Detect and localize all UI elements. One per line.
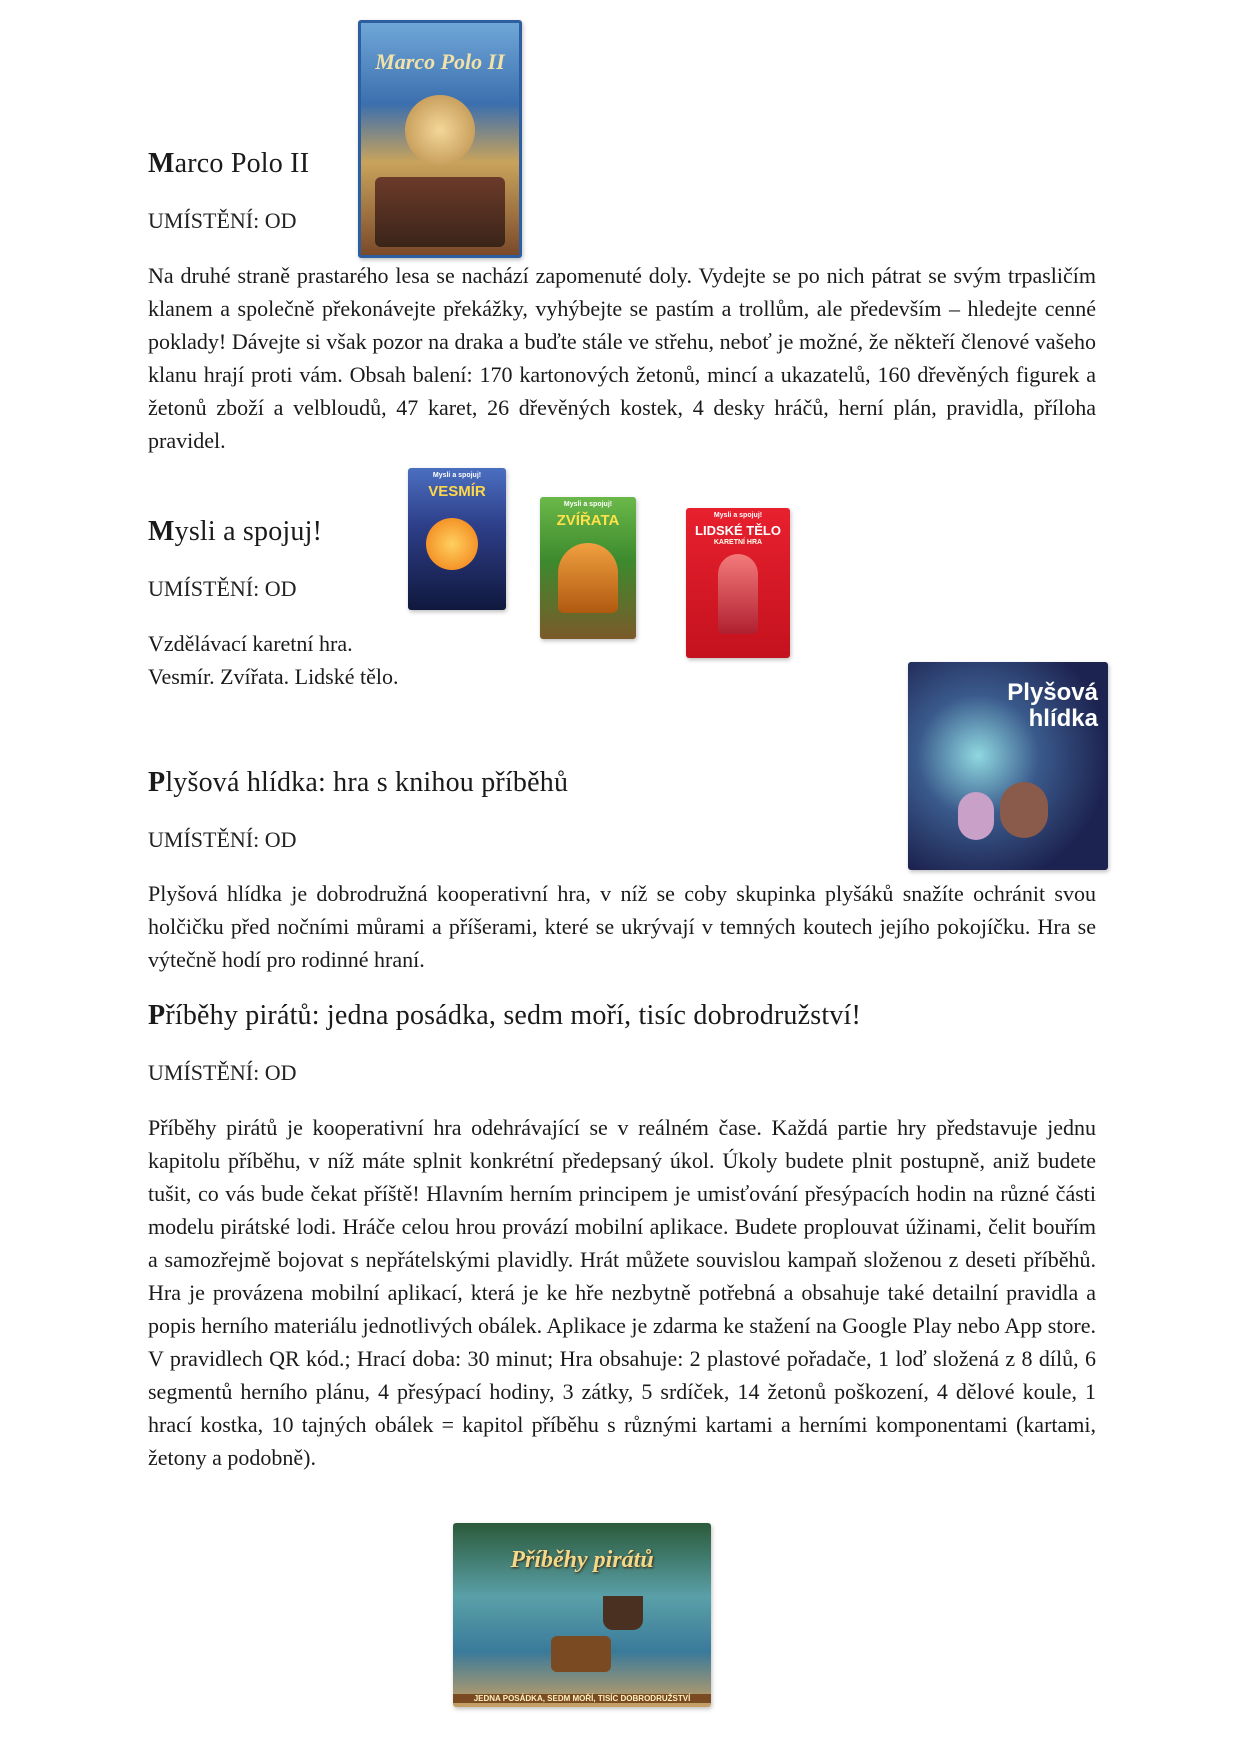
pribehy-piratu-box-title: Příběhy pirátů <box>510 1547 654 1573</box>
marco-polo-box-crowd <box>375 177 505 247</box>
pribehy-piratu-location: UMÍSTĚNÍ: OD <box>148 1060 297 1085</box>
marco-polo-box-figure <box>405 95 475 165</box>
lidske-telo-box-top: Mysli a spojuj! <box>713 512 763 519</box>
marco-polo-box-title: Marco Polo II <box>375 49 505 74</box>
pribehy-piratu-box-image <box>453 1523 711 1707</box>
pribehy-piratu-title <box>148 1000 861 1032</box>
title-first-letter: P <box>148 1000 166 1031</box>
vesmir-box-name: VESMÍR <box>428 483 486 500</box>
marco-polo-location: UMÍSTĚNÍ: OD <box>148 208 297 233</box>
plysova-hlidka-title <box>148 767 568 799</box>
plysova-hlidka-box-title: Plyšová hlídka <box>1007 679 1098 732</box>
vesmir-sun <box>426 518 478 570</box>
marco-polo-title <box>148 148 309 180</box>
title-rest: říběhy pirátů: jedna posádka, sedm moří, tisíc dobrodružství! <box>165 1000 862 1031</box>
title-first-letter: M <box>148 516 175 547</box>
title-rest: lyšová hlídka: hra s knihou příběhů <box>165 767 569 798</box>
lidske-telo-figure <box>718 554 758 634</box>
pribehy-piratu-box-subtitle: JEDNA POSÁDKA, SEDM MOŘÍ, TISÍC DOBRODRUŽSTVÍ <box>453 1694 711 1703</box>
lidske-telo-box-sub: KARETNÍ HRA <box>713 539 763 546</box>
marco-polo-description: Na druhé straně prastarého lesa se nachází zapomenuté doly. Vydejte se po nich pátrat se svým trpasličím klanem a společně překonávejte překážky, vyhýbejte se pastím a trollům, ale především – hledejte cenné poklady! Dávejte si však pozor na draka a buďte stále ve střehu, neboť je možné, že někteří členové vašeho klanu hrají proti vám. Obsah balení: 170 kartonových žetonů, mincí a ukazatelů, 160 dřevěných figurek a žetonů zboží a velbloudů, 47 karet, 26 dřevěných kostek, 4 desky hráčů, herní plán, pravidla, příloha pravidel. <box>148 263 1096 453</box>
title-rest: arco Polo II <box>174 148 310 179</box>
plysova-hlidka-location: UMÍSTĚNÍ: OD <box>148 827 297 852</box>
plysova-hlidka-bear <box>1000 782 1048 838</box>
mysli-title <box>148 516 322 548</box>
mysli-description-line-2: Vesmír. Zvířata. Lidské tělo. <box>148 664 399 689</box>
zvirata-tiger <box>558 543 618 613</box>
marco-polo-box-image <box>358 20 522 258</box>
zvirata-box-image <box>540 497 636 639</box>
pribehy-piratu-chest <box>551 1636 611 1672</box>
title-first-letter: M <box>148 148 175 179</box>
plysova-hlidka-bunny <box>958 792 994 840</box>
mysli-description-line-1: Vzdělávací karetní hra. <box>148 631 353 656</box>
lidske-telo-box-name: LIDSKÉ TĚLO <box>695 523 781 538</box>
pribehy-piratu-description: Příběhy pirátů je kooperativní hra odehrávající se v reálném čase. Každá partie hry představuje jednu kapitolu příběhu, v níž máte splnit konkrétní předepsaný úkol. Úkoly budete plnit postupně, aniž budete tušit, co vás bude čekat příště! Hlavním herním principem je umisťování přesýpacích hodin na různé části modelu pirátské lodi. Hráče celou hrou provází mobilní aplikace. Budete proplouvat úžinami, čelit bouřím a samozřejmě bojovat s nepřátelskými plavidly. Hrát můžete souvislou kampaň složenou z deseti příběhů. Hra je provázena mobilní aplikací, která je ke hře nezbytně potřebná a obsahuje také detailní pravidla a popis herního materiálu jednotlivých obálek. Aplikace je zdarma ke stažení na Google Play nebo App store. V pravidlech QR kód.; Hrací doba: 30 minut; Hra obsahuje: 2 plastové pořadače, 1 loď složená z 8 dílů, 6 segmentů herního plánu, 4 přesýpací hodiny, 3 zátky, 5 srdíček, 14 žetonů poškození, 4 dělové koule, 1 hrací kostka, 10 tajných obálek = kapitol příběhu s různými kartami a herními komponentami (kartami, žetony a podobně). <box>148 1115 1096 1470</box>
plysova-hlidka-box-image <box>908 662 1108 870</box>
vesmir-box-top: Mysli a spojuj! <box>432 472 482 479</box>
vesmir-box-image <box>408 468 506 610</box>
zvirata-box-name: ZVÍŘATA <box>556 512 620 529</box>
zvirata-box-top: Mysli a spojuj! <box>563 501 613 508</box>
title-rest: ysli a spojuj! <box>174 516 323 547</box>
title-first-letter: P <box>148 767 166 798</box>
plysova-hlidka-description: Plyšová hlídka je dobrodružná kooperativní hra, v níž se coby skupinka plyšáků snažíte ochránit svou holčičku před nočními můrami a příšerami, které se ukrývají v temných koutech jejího pokojíčku. Hra se výtečně hodí pro rodinné hraní. <box>148 881 1096 972</box>
mysli-location: UMÍSTĚNÍ: OD <box>148 576 297 601</box>
lidske-telo-box-image <box>686 508 790 658</box>
pribehy-piratu-ship <box>603 1596 643 1630</box>
